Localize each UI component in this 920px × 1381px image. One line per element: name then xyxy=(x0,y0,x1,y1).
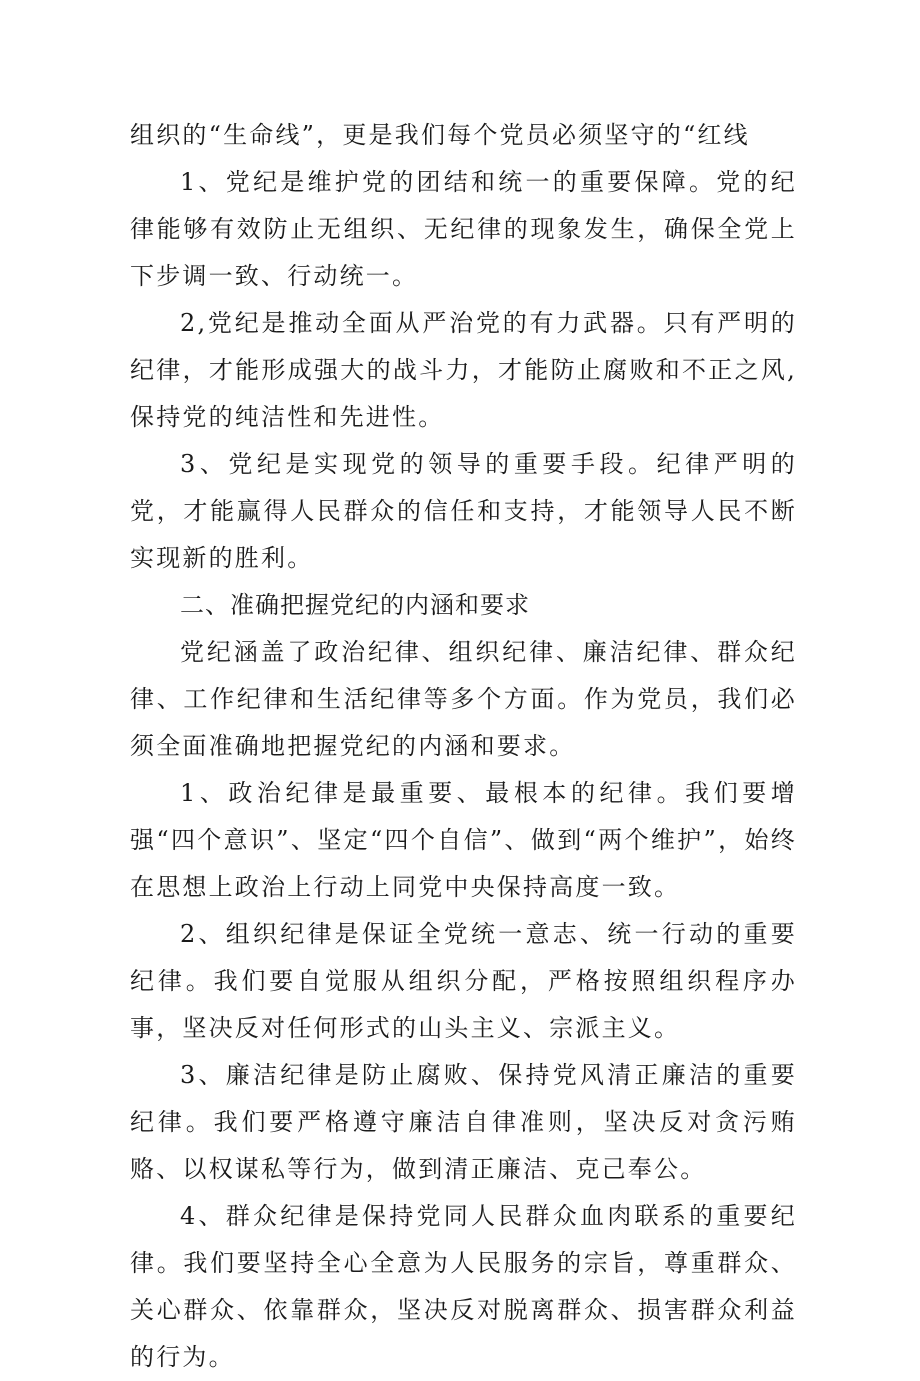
paragraph-organizational-discipline: 2、组织纪律是保证全党统一意志、统一行动的重要纪律。我们要自觉服从组织分配，严格按照组织程序办事，坚决反对任何形式的山头主义、宗派主义。 xyxy=(130,920,797,1042)
document-body xyxy=(130,112,797,1381)
paragraph-political-discipline: 1、政治纪律是最重要、最根本的纪律。我们要增强“四个意识”、坚定“四个自信”、做到“两个维护”，始终在思想上政治上行动上同党中央保持高度一致。 xyxy=(130,779,797,901)
paragraph-point-3: 3、党纪是实现党的领导的重要手段。纪律严明的党，才能赢得人民群众的信任和支持，才能领导人民不断实现新的胜利。 xyxy=(130,450,797,572)
paragraph-point-1: 1、党纪是维护党的团结和统一的重要保障。党的纪律能够有效防止无组织、无纪律的现象发生，确保全党上下步调一致、行动统一。 xyxy=(130,168,797,290)
paragraph-point-2: 2,党纪是推动全面从严治党的有力武器。只有严明的纪律，才能形成强大的战斗力，才能防止腐败和不正之风,保持党的纯洁性和先进性。 xyxy=(130,309,797,431)
paragraph-continuation: 组织的“生命线”，更是我们每个党员必须坚守的“红线 xyxy=(130,121,750,149)
paragraph-intro: 党纪涵盖了政治纪律、组织纪律、廉洁纪律、群众纪律、工作纪律和生活纪律等多个方面。作为党员，我们必须全面准确地把握党纪的内涵和要求。 xyxy=(130,638,797,760)
paragraph-integrity-discipline: 3、廉洁纪律是防止腐败、保持党风清正廉洁的重要纪律。我们要严格遵守廉洁自律准则，坚决反对贪污贿赂、以权谋私等行为，做到清正廉洁、克己奉公。 xyxy=(130,1061,797,1183)
section-heading-2: 二、准确把握党纪的内涵和要求 xyxy=(180,591,530,619)
paragraph-mass-discipline: 4、群众纪律是保持党同人民群众血肉联系的重要纪律。我们要坚持全心全意为人民服务的宗旨，尊重群众、关心群众、依靠群众，坚决反对脱离群众、损害群众利益的行为。 xyxy=(130,1202,797,1371)
